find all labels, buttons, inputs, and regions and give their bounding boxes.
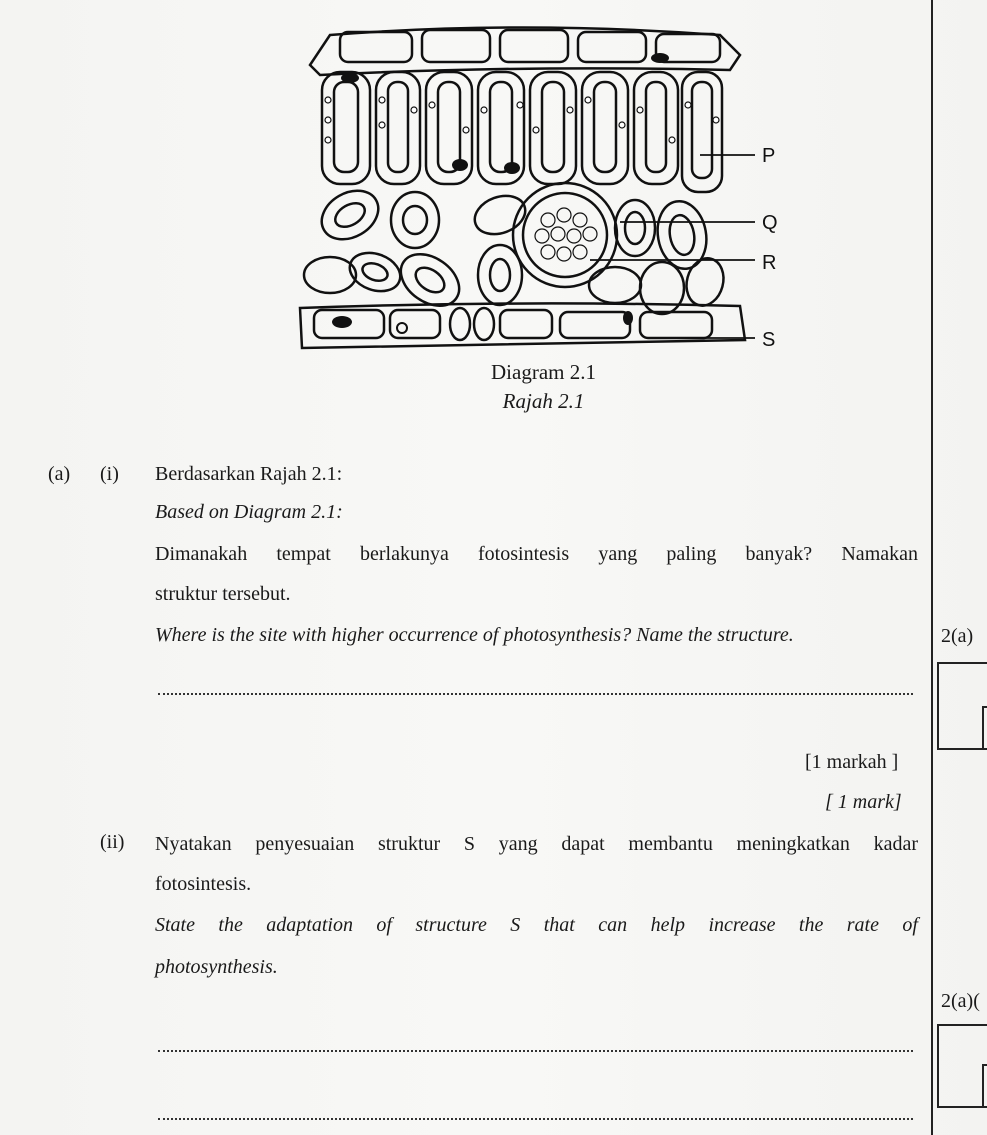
label-s: S — [762, 329, 776, 351]
diagram-caption: Diagram 2.1 — [491, 360, 596, 384]
question-i-malay-line2: struktur tersebut. — [155, 583, 291, 605]
margin-line — [931, 0, 933, 1135]
question-i-malay-line1: Dimanakah tempat berlakunya fotosintesis yang paling banyak? Namakan — [155, 543, 918, 565]
margin-label-ii: 2(a)( — [941, 990, 980, 1012]
label-p: P — [762, 145, 776, 167]
question-ii-malay-line2: fotosintesis. — [155, 873, 252, 895]
question-i-english: Where is the site with higher occurrence of photosynthesis? Name the structure. — [155, 624, 794, 646]
answer-line-ii-2[interactable] — [158, 1118, 913, 1120]
leaf-cross-section-diagram — [290, 10, 810, 360]
score-box-i-inner — [982, 706, 987, 750]
question-ii-malay-line1: Nyatakan penyesuaian struktur S yang dapat membantu meningkatkan kadar — [155, 833, 918, 855]
label-q: Q — [762, 212, 778, 234]
diagram-caption-malay: Rajah 2.1 — [502, 389, 585, 413]
label-r: R — [762, 252, 777, 274]
answer-line-ii-1[interactable] — [158, 1050, 913, 1052]
margin-label-i: 2(a) — [941, 625, 974, 647]
part-label-a: (a) — [48, 463, 71, 485]
sub-label-ii: (ii) — [100, 831, 125, 853]
marks-malay: [1 markah ] — [805, 751, 899, 773]
score-box-i — [937, 662, 987, 750]
score-box-ii-inner — [982, 1064, 987, 1108]
marks-english: [ 1 mark] — [825, 791, 902, 813]
question-ii-english-line1: State the adaptation of structure S that can help increase the rate of — [155, 914, 918, 936]
intro-malay: Berdasarkan Rajah 2.1: — [155, 463, 343, 485]
answer-line-i[interactable] — [158, 693, 913, 695]
intro-english: Based on Diagram 2.1: — [155, 501, 343, 523]
question-ii-english-line2: photosynthesis. — [155, 956, 278, 978]
score-box-ii — [937, 1024, 987, 1108]
sub-label-i: (i) — [100, 463, 119, 485]
